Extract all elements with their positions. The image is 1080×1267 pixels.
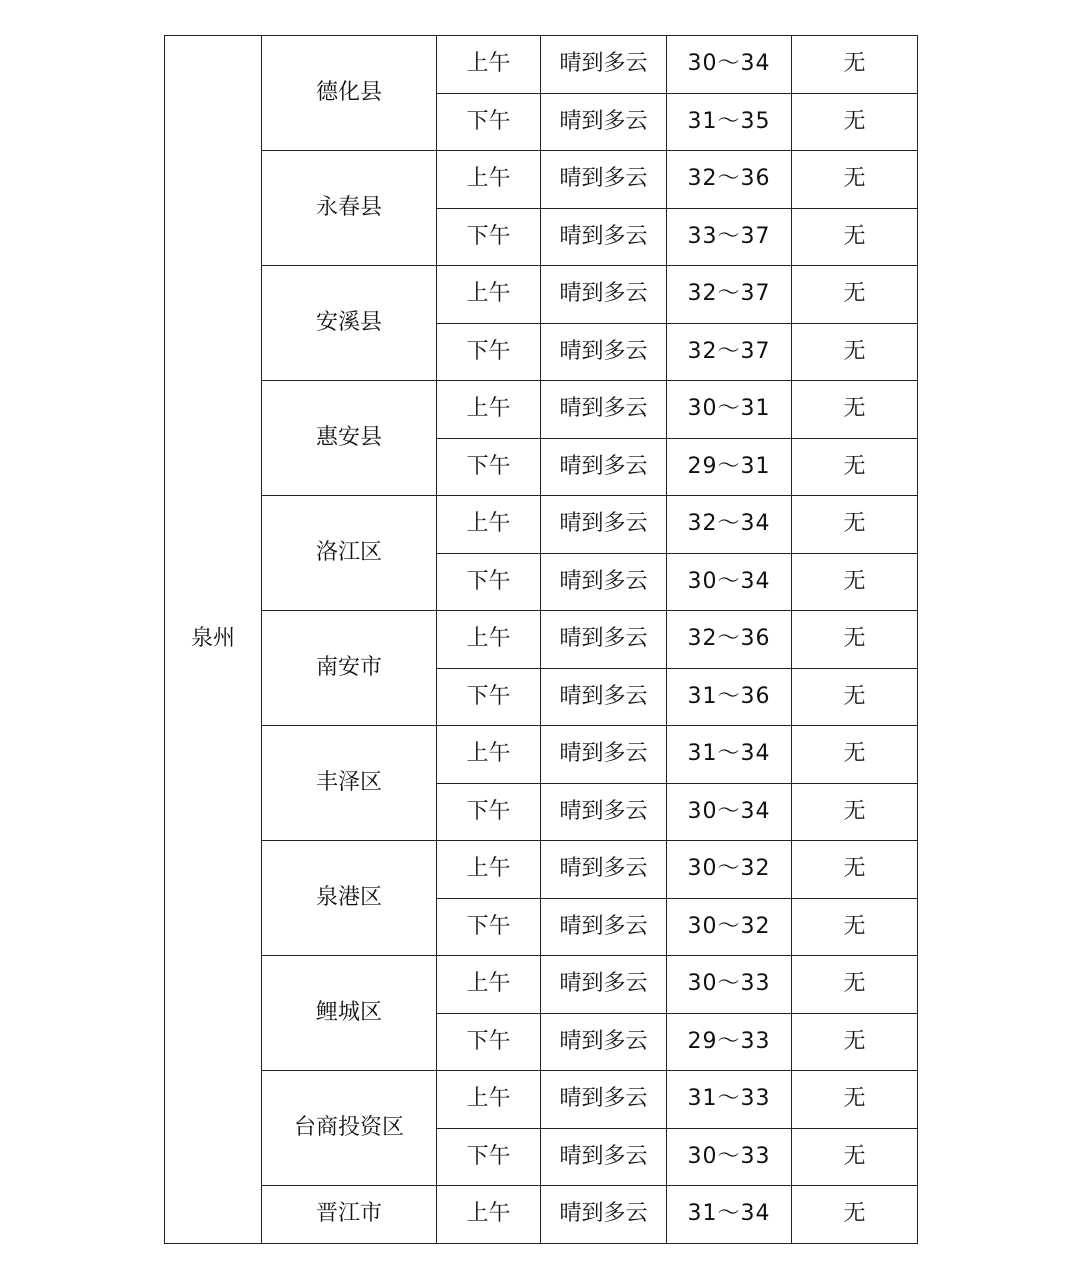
temperature-cell: 31～33 <box>667 1071 792 1129</box>
district-cell: 洛江区 <box>262 496 437 611</box>
warning-cell: 无 <box>792 496 918 554</box>
temperature-cell: 30～32 <box>667 898 792 956</box>
table-row <box>165 611 918 669</box>
temperature-cell: 32～36 <box>667 611 792 669</box>
district-cell: 晋江市 <box>262 1186 437 1244</box>
period-cell: 下午 <box>437 898 541 956</box>
warning-cell: 无 <box>792 611 918 669</box>
temperature-cell: 29～31 <box>667 438 792 496</box>
warning-cell: 无 <box>792 668 918 726</box>
temperature-cell: 30～33 <box>667 956 792 1014</box>
forecast-table <box>164 35 918 1244</box>
period-cell: 上午 <box>437 36 541 94</box>
period-cell: 下午 <box>437 1013 541 1071</box>
warning-cell: 无 <box>792 1128 918 1186</box>
district-cell: 惠安县 <box>262 381 437 496</box>
period-cell: 下午 <box>437 438 541 496</box>
weather-cell: 晴到多云 <box>541 496 667 554</box>
period-cell: 上午 <box>437 956 541 1014</box>
period-cell: 上午 <box>437 841 541 899</box>
district-cell: 台商投资区 <box>262 1071 437 1186</box>
district-cell: 德化县 <box>262 36 437 151</box>
warning-cell: 无 <box>792 151 918 209</box>
table-row <box>165 726 918 784</box>
district-cell: 泉港区 <box>262 841 437 956</box>
period-cell: 上午 <box>437 151 541 209</box>
weather-cell: 晴到多云 <box>541 323 667 381</box>
period-cell: 上午 <box>437 381 541 439</box>
weather-cell: 晴到多云 <box>541 36 667 94</box>
temperature-cell: 30～31 <box>667 381 792 439</box>
period-cell: 上午 <box>437 1186 541 1244</box>
weather-cell: 晴到多云 <box>541 726 667 784</box>
table-row <box>165 1186 918 1244</box>
table-row <box>165 381 918 439</box>
weather-cell: 晴到多云 <box>541 611 667 669</box>
district-cell: 永春县 <box>262 151 437 266</box>
temperature-cell: 32～34 <box>667 496 792 554</box>
weather-cell: 晴到多云 <box>541 208 667 266</box>
weather-cell: 晴到多云 <box>541 668 667 726</box>
weather-cell: 晴到多云 <box>541 1013 667 1071</box>
weather-cell: 晴到多云 <box>541 898 667 956</box>
table-row <box>165 36 918 94</box>
forecast-table-body <box>165 36 918 1244</box>
table-row <box>165 496 918 554</box>
warning-cell: 无 <box>792 1186 918 1244</box>
period-cell: 上午 <box>437 726 541 784</box>
temperature-cell: 33～37 <box>667 208 792 266</box>
period-cell: 下午 <box>437 323 541 381</box>
warning-cell: 无 <box>792 36 918 94</box>
temperature-cell: 31～34 <box>667 1186 792 1244</box>
warning-cell: 无 <box>792 438 918 496</box>
warning-cell: 无 <box>792 898 918 956</box>
temperature-cell: 32～37 <box>667 323 792 381</box>
weather-cell: 晴到多云 <box>541 841 667 899</box>
period-cell: 下午 <box>437 553 541 611</box>
weather-cell: 晴到多云 <box>541 266 667 324</box>
warning-cell: 无 <box>792 93 918 151</box>
weather-cell: 晴到多云 <box>541 93 667 151</box>
period-cell: 上午 <box>437 266 541 324</box>
table-row <box>165 266 918 324</box>
weather-cell: 晴到多云 <box>541 438 667 496</box>
warning-cell: 无 <box>792 1013 918 1071</box>
period-cell: 上午 <box>437 1071 541 1129</box>
temperature-cell: 30～34 <box>667 553 792 611</box>
weather-cell: 晴到多云 <box>541 553 667 611</box>
temperature-cell: 32～36 <box>667 151 792 209</box>
temperature-cell: 31～34 <box>667 726 792 784</box>
warning-cell: 无 <box>792 726 918 784</box>
temperature-cell: 30～34 <box>667 36 792 94</box>
period-cell: 上午 <box>437 611 541 669</box>
weather-cell: 晴到多云 <box>541 151 667 209</box>
weather-cell: 晴到多云 <box>541 1071 667 1129</box>
temperature-cell: 31～36 <box>667 668 792 726</box>
temperature-cell: 31～35 <box>667 93 792 151</box>
period-cell: 下午 <box>437 93 541 151</box>
weather-cell: 晴到多云 <box>541 783 667 841</box>
weather-cell: 晴到多云 <box>541 1128 667 1186</box>
warning-cell: 无 <box>792 323 918 381</box>
weather-cell: 晴到多云 <box>541 956 667 1014</box>
district-cell: 丰泽区 <box>262 726 437 841</box>
weather-cell: 晴到多云 <box>541 1186 667 1244</box>
temperature-cell: 30～34 <box>667 783 792 841</box>
district-cell: 南安市 <box>262 611 437 726</box>
temperature-cell: 30～33 <box>667 1128 792 1186</box>
weather-cell: 晴到多云 <box>541 381 667 439</box>
table-row <box>165 1071 918 1129</box>
temperature-cell: 30～32 <box>667 841 792 899</box>
period-cell: 下午 <box>437 668 541 726</box>
table-row <box>165 151 918 209</box>
warning-cell: 无 <box>792 553 918 611</box>
temperature-cell: 29～33 <box>667 1013 792 1071</box>
warning-cell: 无 <box>792 841 918 899</box>
warning-cell: 无 <box>792 1071 918 1129</box>
warning-cell: 无 <box>792 381 918 439</box>
city-cell: 泉州 <box>165 36 262 1244</box>
warning-cell: 无 <box>792 266 918 324</box>
table-row <box>165 956 918 1014</box>
period-cell: 上午 <box>437 496 541 554</box>
warning-cell: 无 <box>792 956 918 1014</box>
temperature-cell: 32～37 <box>667 266 792 324</box>
period-cell: 下午 <box>437 783 541 841</box>
warning-cell: 无 <box>792 208 918 266</box>
table-row <box>165 841 918 899</box>
period-cell: 下午 <box>437 1128 541 1186</box>
period-cell: 下午 <box>437 208 541 266</box>
district-cell: 安溪县 <box>262 266 437 381</box>
warning-cell: 无 <box>792 783 918 841</box>
district-cell: 鲤城区 <box>262 956 437 1071</box>
